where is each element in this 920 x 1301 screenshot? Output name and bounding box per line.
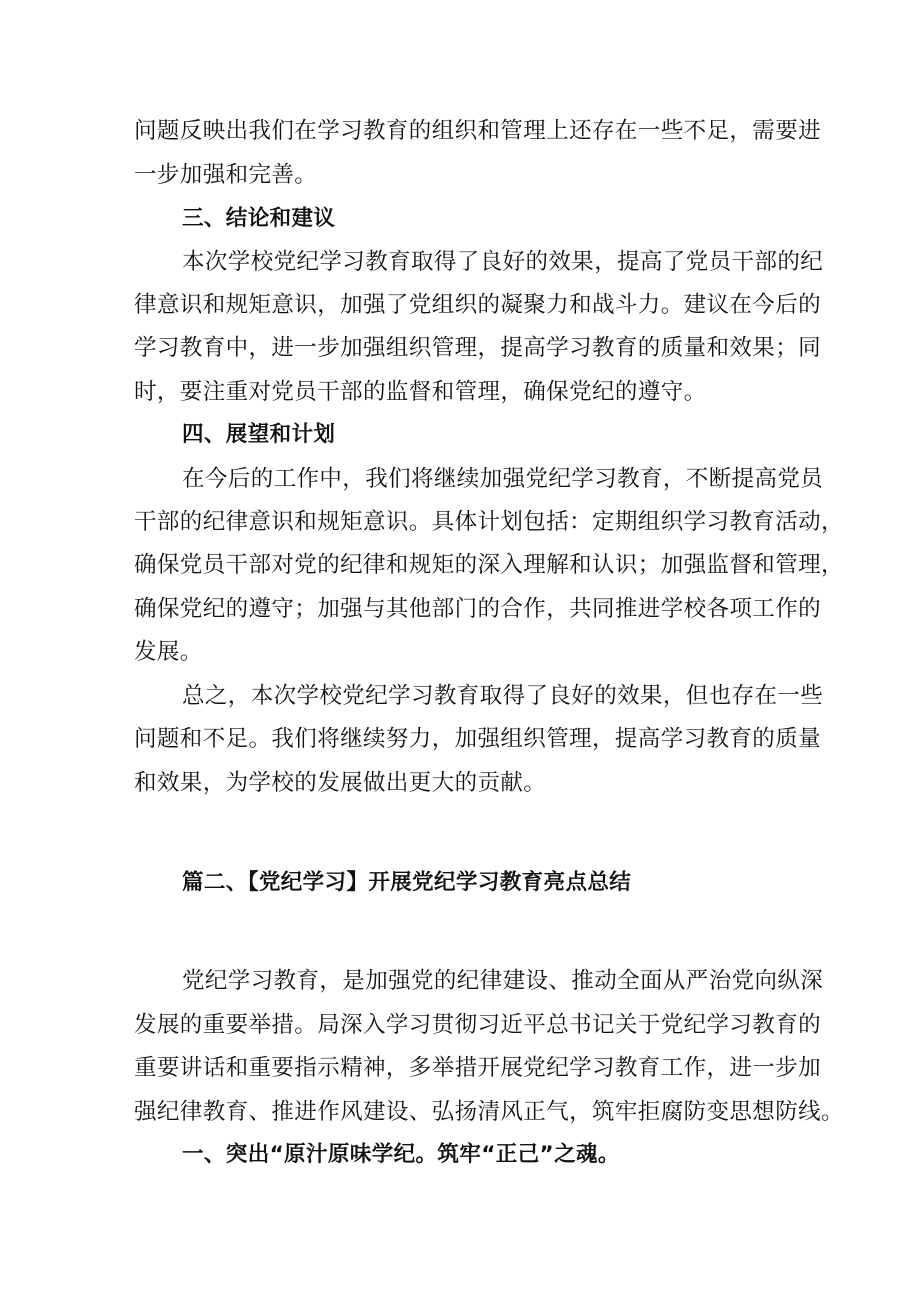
text-line: 发展的重要举措。局深入学习贯彻习近平总书记关于党纪学习教育的 <box>134 1012 822 1038</box>
section-heading: 一、突出“原汁原味学纪。筑牢“正己”之魂。 <box>182 1142 620 1167</box>
text-line: 问题反映出我们在学习教育的组织和管理上还存在一些不足，需要进 <box>134 118 822 144</box>
text-line: 发展。 <box>134 639 203 665</box>
text-line: 本次学校党纪学习教育取得了良好的效果，提高了党员干部的纪 <box>182 249 824 275</box>
text-line: 确保党员干部对党的纪律和规矩的深入理解和认识；加强监督和管理， <box>134 552 844 578</box>
text-line: 律意识和规矩意识，加强了党组织的凝聚力和战斗力。建议在今后的 <box>134 292 822 318</box>
text-line: 问题和不足。我们将继续努力，加强组织管理，提高学习教育的质量 <box>134 726 822 752</box>
text-line: 确保党纪的遵守；加强与其他部门的合作，共同推进学校各项工作的 <box>134 596 822 622</box>
text-line: 总之，本次学校党纪学习教育取得了良好的效果，但也存在一些 <box>182 683 824 709</box>
text-line: 在今后的工作中，我们将继续加强党纪学习教育，不断提高党员 <box>182 466 824 492</box>
text-line: 一步加强和完善。 <box>134 162 318 188</box>
article-title: 篇二、【党纪学习】开展党纪学习教育亮点总结 <box>182 870 632 895</box>
text-line: 重要讲话和重要指示精神，多举措开展党纪学习教育工作，进一步加 <box>134 1055 822 1081</box>
text-line: 学习教育中，进一步加强组织管理，提高学习教育的质量和效果；同 <box>134 335 822 361</box>
text-line: 和效果，为学校的发展做出更大的贡献。 <box>134 770 547 796</box>
section-heading: 三、结论和建议 <box>182 206 336 231</box>
text-line: 党纪学习教育，是加强党的纪律建设、推动全面从严治党向纵深 <box>182 968 824 994</box>
section-heading: 四、展望和计划 <box>182 422 336 447</box>
text-line: 干部的纪律意识和规矩意识。具体计划包括：定期组织学习教育活动， <box>134 509 844 535</box>
text-line: 强纪律教育、推进作风建设、弘扬清风正气，筑牢拒腐防变思想防线。 <box>134 1099 844 1125</box>
text-line: 时，要注重对党员干部的监督和管理，确保党纪的遵守。 <box>134 379 707 405</box>
